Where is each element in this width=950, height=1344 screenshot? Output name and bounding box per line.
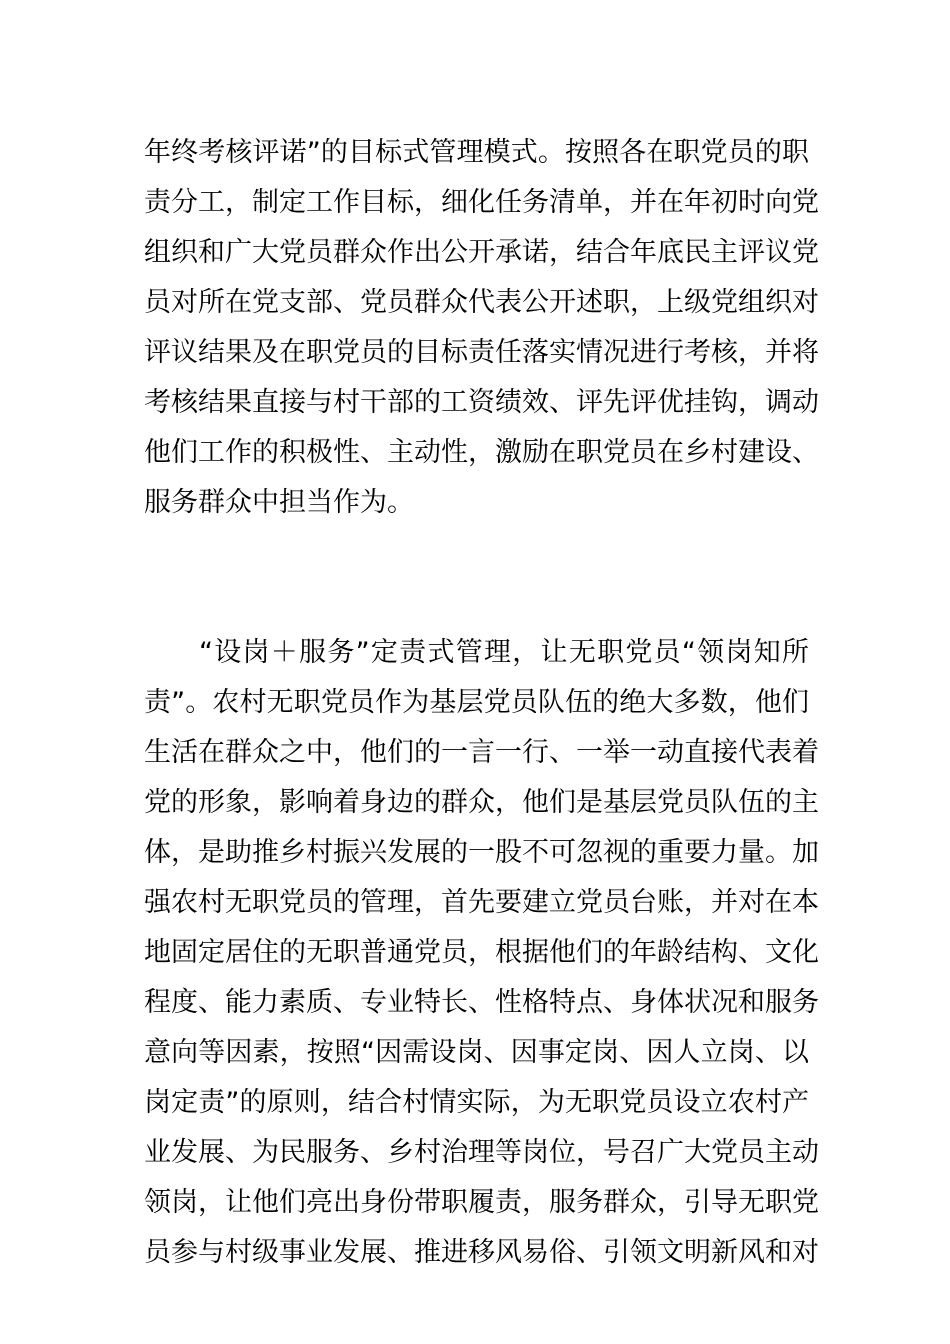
text-line: 党的形象，影响着身边的群众，他们是基层党员队伍的主: [144, 787, 819, 818]
text-line: 强农村无职党员的管理，首先要建立党员台账，并对在本: [144, 887, 819, 918]
text-line: 组织和广大党员群众作出公开承诺，结合年底民主评议党: [144, 237, 819, 268]
paragraph-2: [144, 628, 819, 1278]
text-line: 员对所在党支部、党员群众代表公开述职，上级党组织对: [144, 287, 819, 318]
document-body: [144, 128, 819, 1278]
text-line: 年终考核评诺”的目标式管理模式。按照各在职党员的职: [144, 137, 809, 168]
paragraph-spacer: [144, 528, 809, 628]
text-line: 评议结果及在职党员的目标责任落实情况进行考核，并将: [144, 337, 819, 368]
text-line: 意向等因素，按照“因需设岗、因事定岗、因人立岗、以: [144, 1037, 809, 1068]
text-line: 服务群众中担当作为。: [144, 487, 414, 518]
text-line: 他们工作的积极性、主动性，激励在职党员在乡村建设、: [144, 437, 819, 468]
text-line: 体，是助推乡村振兴发展的一股不可忽视的重要力量。加: [144, 837, 819, 868]
text-line: 员参与村级事业发展、推进移风易俗、引领文明新风和对: [144, 1237, 819, 1268]
text-line: 责”。农村无职党员作为基层党员队伍的绝大多数，他们: [144, 687, 809, 718]
text-line: 地固定居住的无职普通党员，根据他们的年龄结构、文化: [144, 937, 819, 968]
text-line: “设岗＋服务”定责式管理，让无职党员“领岗知所: [199, 637, 809, 668]
text-line: 程度、能力素质、专业特长、性格特点、身体状况和服务: [144, 987, 819, 1018]
text-line: 岗定责”的原则，结合村情实际，为无职党员设立农村产: [144, 1087, 809, 1118]
text-line: 业发展、为民服务、乡村治理等岗位，号召广大党员主动: [144, 1137, 819, 1168]
text-line: 责分工，制定工作目标，细化任务清单，并在年初时向党: [144, 187, 819, 218]
text-line: 领岗，让他们亮出身份带职履责，服务群众，引导无职党: [144, 1187, 819, 1218]
text-line: 考核结果直接与村干部的工资绩效、评先评优挂钩，调动: [144, 387, 819, 418]
paragraph-1: [144, 128, 819, 528]
text-line: 生活在群众之中，他们的一言一行、一举一动直接代表着: [144, 737, 819, 768]
